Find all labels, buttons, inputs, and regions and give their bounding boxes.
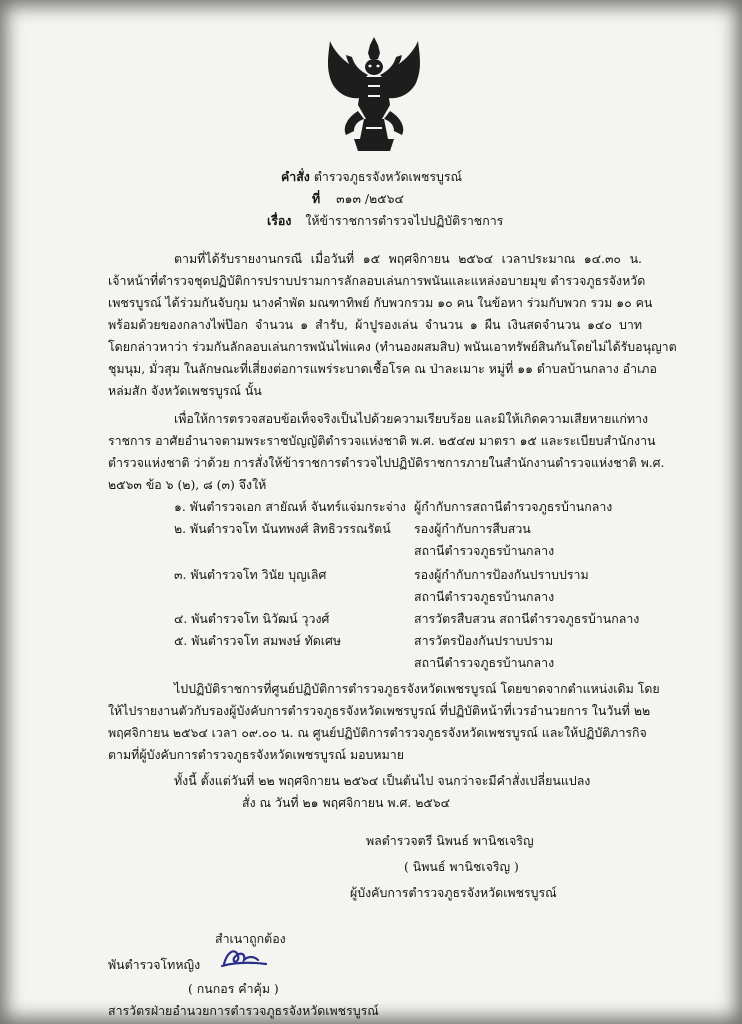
para1-line: โดยกล่าวหาว่า ร่วมกันลักลอบเล่นการพนันไพ่แคง (ทำนองผสมสิบ) พนันเอาทรัพย์สินกันโดยไม่ได้รับอนุญาต bbox=[108, 339, 677, 354]
para1-line: เพชรบูรณ์ ได้ร่วมกันจับกุม นางคำพัด มณฑาทิพย์ กับพวกรวม ๑๐ คน ในข้อหา ร่วมกับพวก รวม ๑๐ คน bbox=[108, 295, 653, 310]
order-issuer: ตำรวจภูธรจังหวัดเพชรบูรณ์ bbox=[313, 169, 463, 184]
ordered-date: สั่ง ณ วันที่ ๒๑ พฤศจิกายน พ.ศ. ๒๕๖๔ bbox=[242, 795, 451, 810]
para2-line: ราชการ อาศัยอำนาจตามพระราชบัญญัติตำรวจแห่งชาติ พ.ศ. ๒๕๔๗ มาตรา ๑๕ และระเบียบสำนักงาน bbox=[108, 433, 656, 448]
para3-line: พฤศจิกายน ๒๕๖๔ เวลา ๐๙.๐๐ น. ณ ศูนย์ปฏิบัติการตำรวจภูธรจังหวัดเพชรบูรณ์ และให้ปฏิบัติภารกิจ bbox=[108, 725, 647, 740]
para2-line: เพื่อให้การตรวจสอบข้อเท็จจริงเป็นไปด้วยความเรียบร้อย และมิให้เกิดความเสียหายแก่ทาง bbox=[174, 411, 649, 426]
para1-line: ตามที่ได้รับรายงานกรณี เมื่อวันที่ ๑๕ พฤศจิกายน ๒๕๖๔ เวลาประมาณ ๑๔.๓๐ น. bbox=[174, 251, 642, 266]
officer-name: ๓. พันตำรวจโท วินัย บุญเลิศ bbox=[174, 567, 327, 582]
handwritten-signature bbox=[218, 944, 270, 970]
officer-position: สารวัตรสืบสวน สถานีตำรวจภูธรบ้านกลาง bbox=[414, 611, 640, 626]
officer-position: รองผู้กำกับการป้องกันปราบปราม bbox=[414, 567, 589, 582]
effective-date: ทั้งนี้ ตั้งแต่วันที่ ๒๒ พฤศจิกายน ๒๕๖๔ เป็นต้นไป จนกว่าจะมีคำสั่งเปลี่ยนแปลง bbox=[174, 773, 591, 788]
para1-line: ชุมนุม, มั่วสุม ในลักษณะที่เสี่ยงต่อการแพร่ระบาดเชื้อโรค ณ ป่าละเมาะ หมู่ที่ ๑๑ ตำบลบ้านกลาง อำเภอ bbox=[108, 361, 657, 376]
signatory-rank-name: พลตำรวจตรี นิพนธ์ พานิชเจริญ bbox=[366, 833, 534, 848]
para1-line: พร้อมด้วยของกลางไพ่ป๊อก จำนวน ๑ สำรับ, ผ้าปูรองเล่น จำนวน ๑ ผืน เงินสดจำนวน ๑๔๐ บาท bbox=[108, 317, 642, 332]
officer-position: สถานีตำรวจภูธรบ้านกลาง bbox=[414, 655, 555, 670]
officer-name: ๒. พันตำรวจโท นันทพงศ์ สิทธิวรรณรัตน์ bbox=[174, 521, 391, 536]
officer-name: ๔. พันตำรวจโท นิวัฒน์ วุวงศ์ bbox=[174, 611, 330, 626]
order-number bbox=[312, 190, 404, 207]
order-label: คำสั่ง bbox=[281, 169, 310, 184]
subject-value: ให้ข้าราชการตำรวจไปปฏิบัติราชการ bbox=[305, 213, 504, 228]
para3-line: ไปปฏิบัติราชการที่ศูนย์ปฏิบัติการตำรวจภูธรจังหวัดเพชรบูรณ์ โดยขาดจากตำแหน่งเดิม โดย bbox=[174, 681, 660, 696]
order-subject bbox=[267, 212, 503, 229]
officer-position: รองผู้กำกับการสืบสวน bbox=[414, 521, 531, 536]
para3-line: ตามที่ผู้บังคับการตำรวจภูธรจังหวัดเพชรบูรณ์ มอบหมาย bbox=[108, 747, 404, 762]
signatory-name-paren: ( นิพนธ์ พานิชเจริญ ) bbox=[404, 859, 519, 874]
para3-line: ให้ไปรายงานตัวกับรองผู้บังคับการตำรวจภูธรจังหวัดเพชรบูรณ์ ที่ปฏิบัติหน้าที่เวรอำนวยการ ในวันที่ ๒๒ bbox=[108, 703, 651, 718]
order-header bbox=[281, 168, 462, 185]
signatory-title: ผู้บังคับการตำรวจภูธรจังหวัดเพชรบูรณ์ bbox=[350, 885, 557, 900]
para1-line: หล่มสัก จังหวัดเพชรบูรณ์ นั้น bbox=[108, 383, 262, 398]
subject-label: เรื่อง bbox=[267, 213, 292, 228]
certified-copy-label: สำเนาถูกต้อง bbox=[215, 931, 286, 946]
officer-position: สถานีตำรวจภูธรบ้านกลาง bbox=[414, 543, 555, 558]
number-label: ที่ bbox=[312, 191, 321, 206]
certifier-rank: พันตำรวจโทหญิง bbox=[108, 957, 201, 972]
officer-name: ๕. พันตำรวจโท สมพงษ์ ทัดเศษ bbox=[174, 633, 342, 648]
garuda-emblem bbox=[318, 35, 430, 155]
para2-line: ๒๕๖๓ ข้อ ๖ (๒), ๘ (๓) จึงให้ bbox=[108, 477, 267, 492]
officer-name: ๑. พันตำรวจเอก สายัณห์ จันทร์แจ่มกระจ่าง bbox=[174, 499, 406, 514]
officer-position: สถานีตำรวจภูธรบ้านกลาง bbox=[414, 589, 555, 604]
number-value: ๓๑๓ /๒๕๖๔ bbox=[336, 191, 404, 206]
officer-position: ผู้กำกับการสถานีตำรวจภูธรบ้านกลาง bbox=[414, 499, 613, 514]
certifier-title: สารวัตรฝ่ายอำนวยการตำรวจภูธรจังหวัดเพชรบูรณ์ bbox=[108, 1003, 379, 1018]
para1-line: เจ้าหน้าที่ตำรวจชุดปฏิบัติการปราบปรามการลักลอบเล่นการพนันและแหล่งอบายมุข ตำรวจภูธรจังหวัด bbox=[108, 273, 646, 288]
para2-line: ตำรวจแห่งชาติ ว่าด้วย การสั่งให้ข้าราชการตำรวจไปปฏิบัติราชการภายในสำนักงานตำรวจแห่งชาติ พ.ศ. bbox=[108, 455, 665, 470]
certifier-name-paren: ( กนกอร คำคุ้ม ) bbox=[188, 981, 279, 996]
officer-position: สารวัตรป้องกันปราบปราม bbox=[414, 633, 554, 648]
